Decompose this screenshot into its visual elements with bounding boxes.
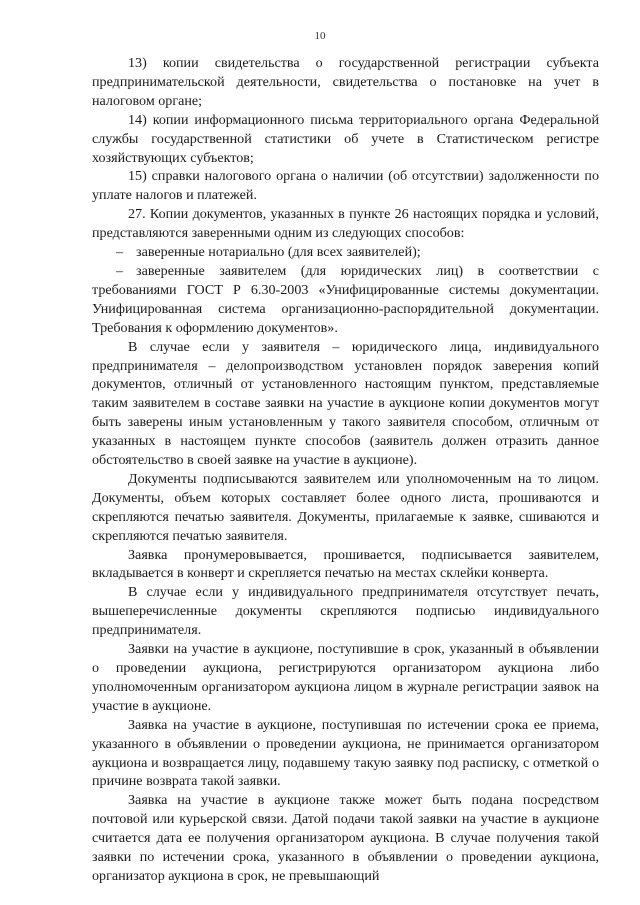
paragraph-clause-27: 27. Копии документов, указанных в пункте 26 настоящих порядка и условий, представляются заверенными одним из следующих способов: [92, 206, 599, 242]
dash-bullet-icon: – [116, 244, 124, 261]
paragraph-late-application: Заявка на участие в аукционе, поступившая по истечении срока ее приема, указанного в объявлении о проведении аукциона, не принимается организатором аукциона и возвращается лицу, подавшему такую заявку под расписку, с отметкой о причине возврата такой заявки. [92, 716, 599, 790]
paragraph-numbering: Заявка пронумеровывается, прошивается, подписывается заявителем, вкладывается в конверт и скрепляется печатью на местах склейки конверта. [92, 546, 599, 582]
paragraph-registration: Заявки на участие в аукционе, поступившие в срок, указанный в объявлении о проведении аукциона, регистрируются организатором аукциона либо уполномоченным организатором аукциона лицом в журнале регистрации заявок на участие в аукционе. [92, 641, 599, 714]
paragraph-postal-submission: Заявка на участие в аукционе также может быть подана посредством почтовой или курьерской связи. Датой подачи такой заявки на участие в аукционе считается дата ее получения организатором аукциона. В случае получения такой заявки по истечении срока, указанного в объявлении о проведении аукциона, организатор аукциона в срок, не превышающий [92, 792, 599, 884]
paragraph-item-13: 13) копии свидетельства о государственной регистрации субъекта предпринимательской деятельности, свидетельства о постановке на учет в налоговом органе; [92, 55, 599, 109]
paragraph-item-14: 14) копии информационного письма территориального органа Федеральной службы государственной статистики об учете в Статистическом регистре хозяйствующих субъектов; [92, 111, 599, 166]
dash-list-item-text: заверенные нотариально (для всех заявителей); [136, 244, 421, 261]
page-number: 10 [314, 30, 326, 42]
dash-bullet-icon: – [116, 262, 124, 279]
paragraph-no-seal: В случае если у индивидуального предпринимателя отсутствует печать, вышеперечисленные документы скрепляются подписью индивидуального предпринимателя. [92, 584, 599, 639]
paragraph-signing: Документы подписываются заявителем или уполномоченным на то лицом. Документы, объем которых составляет более одного листа, прошиваются и скрепляются печатью заявителя. Документы, прилагаемые к заявке, сшиваются и скрепляются печатью заявителя. [92, 470, 599, 544]
dash-list-item-notarial [92, 243, 599, 262]
paragraph-item-15: 15) справки налогового органа о наличии (об отсутствии) задолженности по уплате налогов и платежей. [92, 168, 599, 204]
dash-list-item-applicant [92, 262, 599, 338]
document-body [92, 54, 599, 886]
paragraph-certification-procedure: В случае если у заявителя – юридического лица, индивидуального предпринимателя – делопроизводством установлен порядок заверения копий документов, отличный от установленного настоящим пунктом, представляемые таким заявителем в составе заявки на участие в аукционе копии документов могут быть заверены иным установленным у такого заявителя способом, отличным от указанных в настоящем пункте способов (заявитель должен отразить данное обстоятельство в своей заявке на участие в аукционе). [92, 338, 599, 469]
dash-list-item-text: заверенные заявителем (для юридических лиц) в соответствии с требованиями ГОСТ Р 6.30-2003 «Унифицированные системы документации. Унифицированная система организационно-распорядительной документации. Требования к оформлению документов». [92, 262, 599, 336]
